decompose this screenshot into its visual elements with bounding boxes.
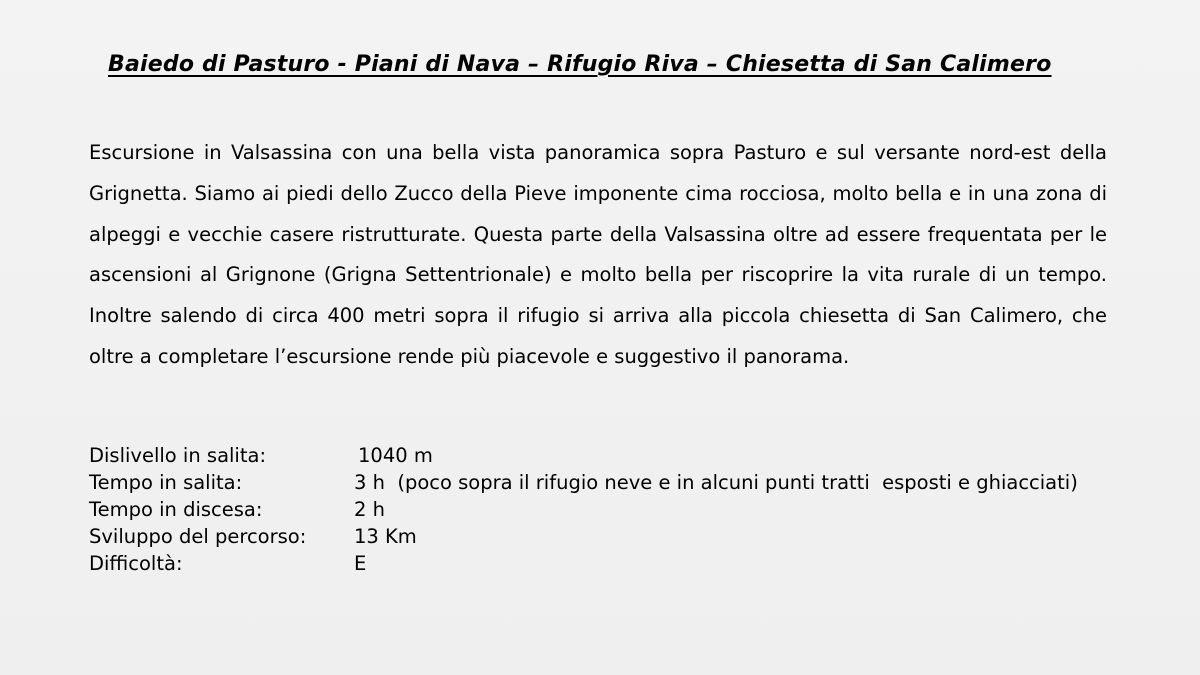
stat-row-elevation [89, 442, 1078, 469]
stat-value: E [354, 552, 367, 575]
hike-stats [89, 442, 1078, 577]
description-paragraph: Escursione in Valsassina con una bella vista panoramica sopra Pasturo e sul versante nord-est della Grignetta. Siamo ai piedi dello Zucco della Pieve imponente cima rocciosa, molto bella e in una zona di alpeggi e vecchie casere ristrutturate. Questa parte della Valsassina oltre ad essere frequentata per le ascensioni al Grignone (Grigna Settentrionale) e molto bella per riscoprire la vita rurale di un tempo. Inoltre salendo di circa 400 metri sopra il rifugio si arriva alla piccola chiesetta di San Calimero, che oltre a completare l’escursione rende più piacevole e suggestivo il panorama. [89, 141, 1107, 368]
stat-value: 3 h (poco sopra il rifugio neve e in alcuni punti tratti esposti e ghiacciati) [354, 471, 1078, 494]
stat-row-descent-time [89, 496, 1078, 523]
stat-value: 1040 m [358, 444, 433, 467]
slide-title: Baiedo di Pasturo - Piani di Nava – Rifugio Riva – Chiesetta di San Calimero [108, 52, 1052, 77]
stat-row-ascent-time [89, 469, 1078, 496]
stat-label: Tempo in discesa: [89, 498, 263, 521]
stat-row-difficulty [89, 550, 1078, 577]
stat-label: Tempo in salita: [89, 471, 243, 494]
stat-value: 2 h [354, 498, 385, 521]
stat-row-distance [89, 523, 1078, 550]
stat-value: 13 Km [354, 525, 417, 548]
stat-label: Sviluppo del percorso: [89, 525, 307, 548]
stat-label: Dislivello in salita: [89, 444, 267, 467]
stat-label: Difficoltà: [89, 552, 183, 575]
